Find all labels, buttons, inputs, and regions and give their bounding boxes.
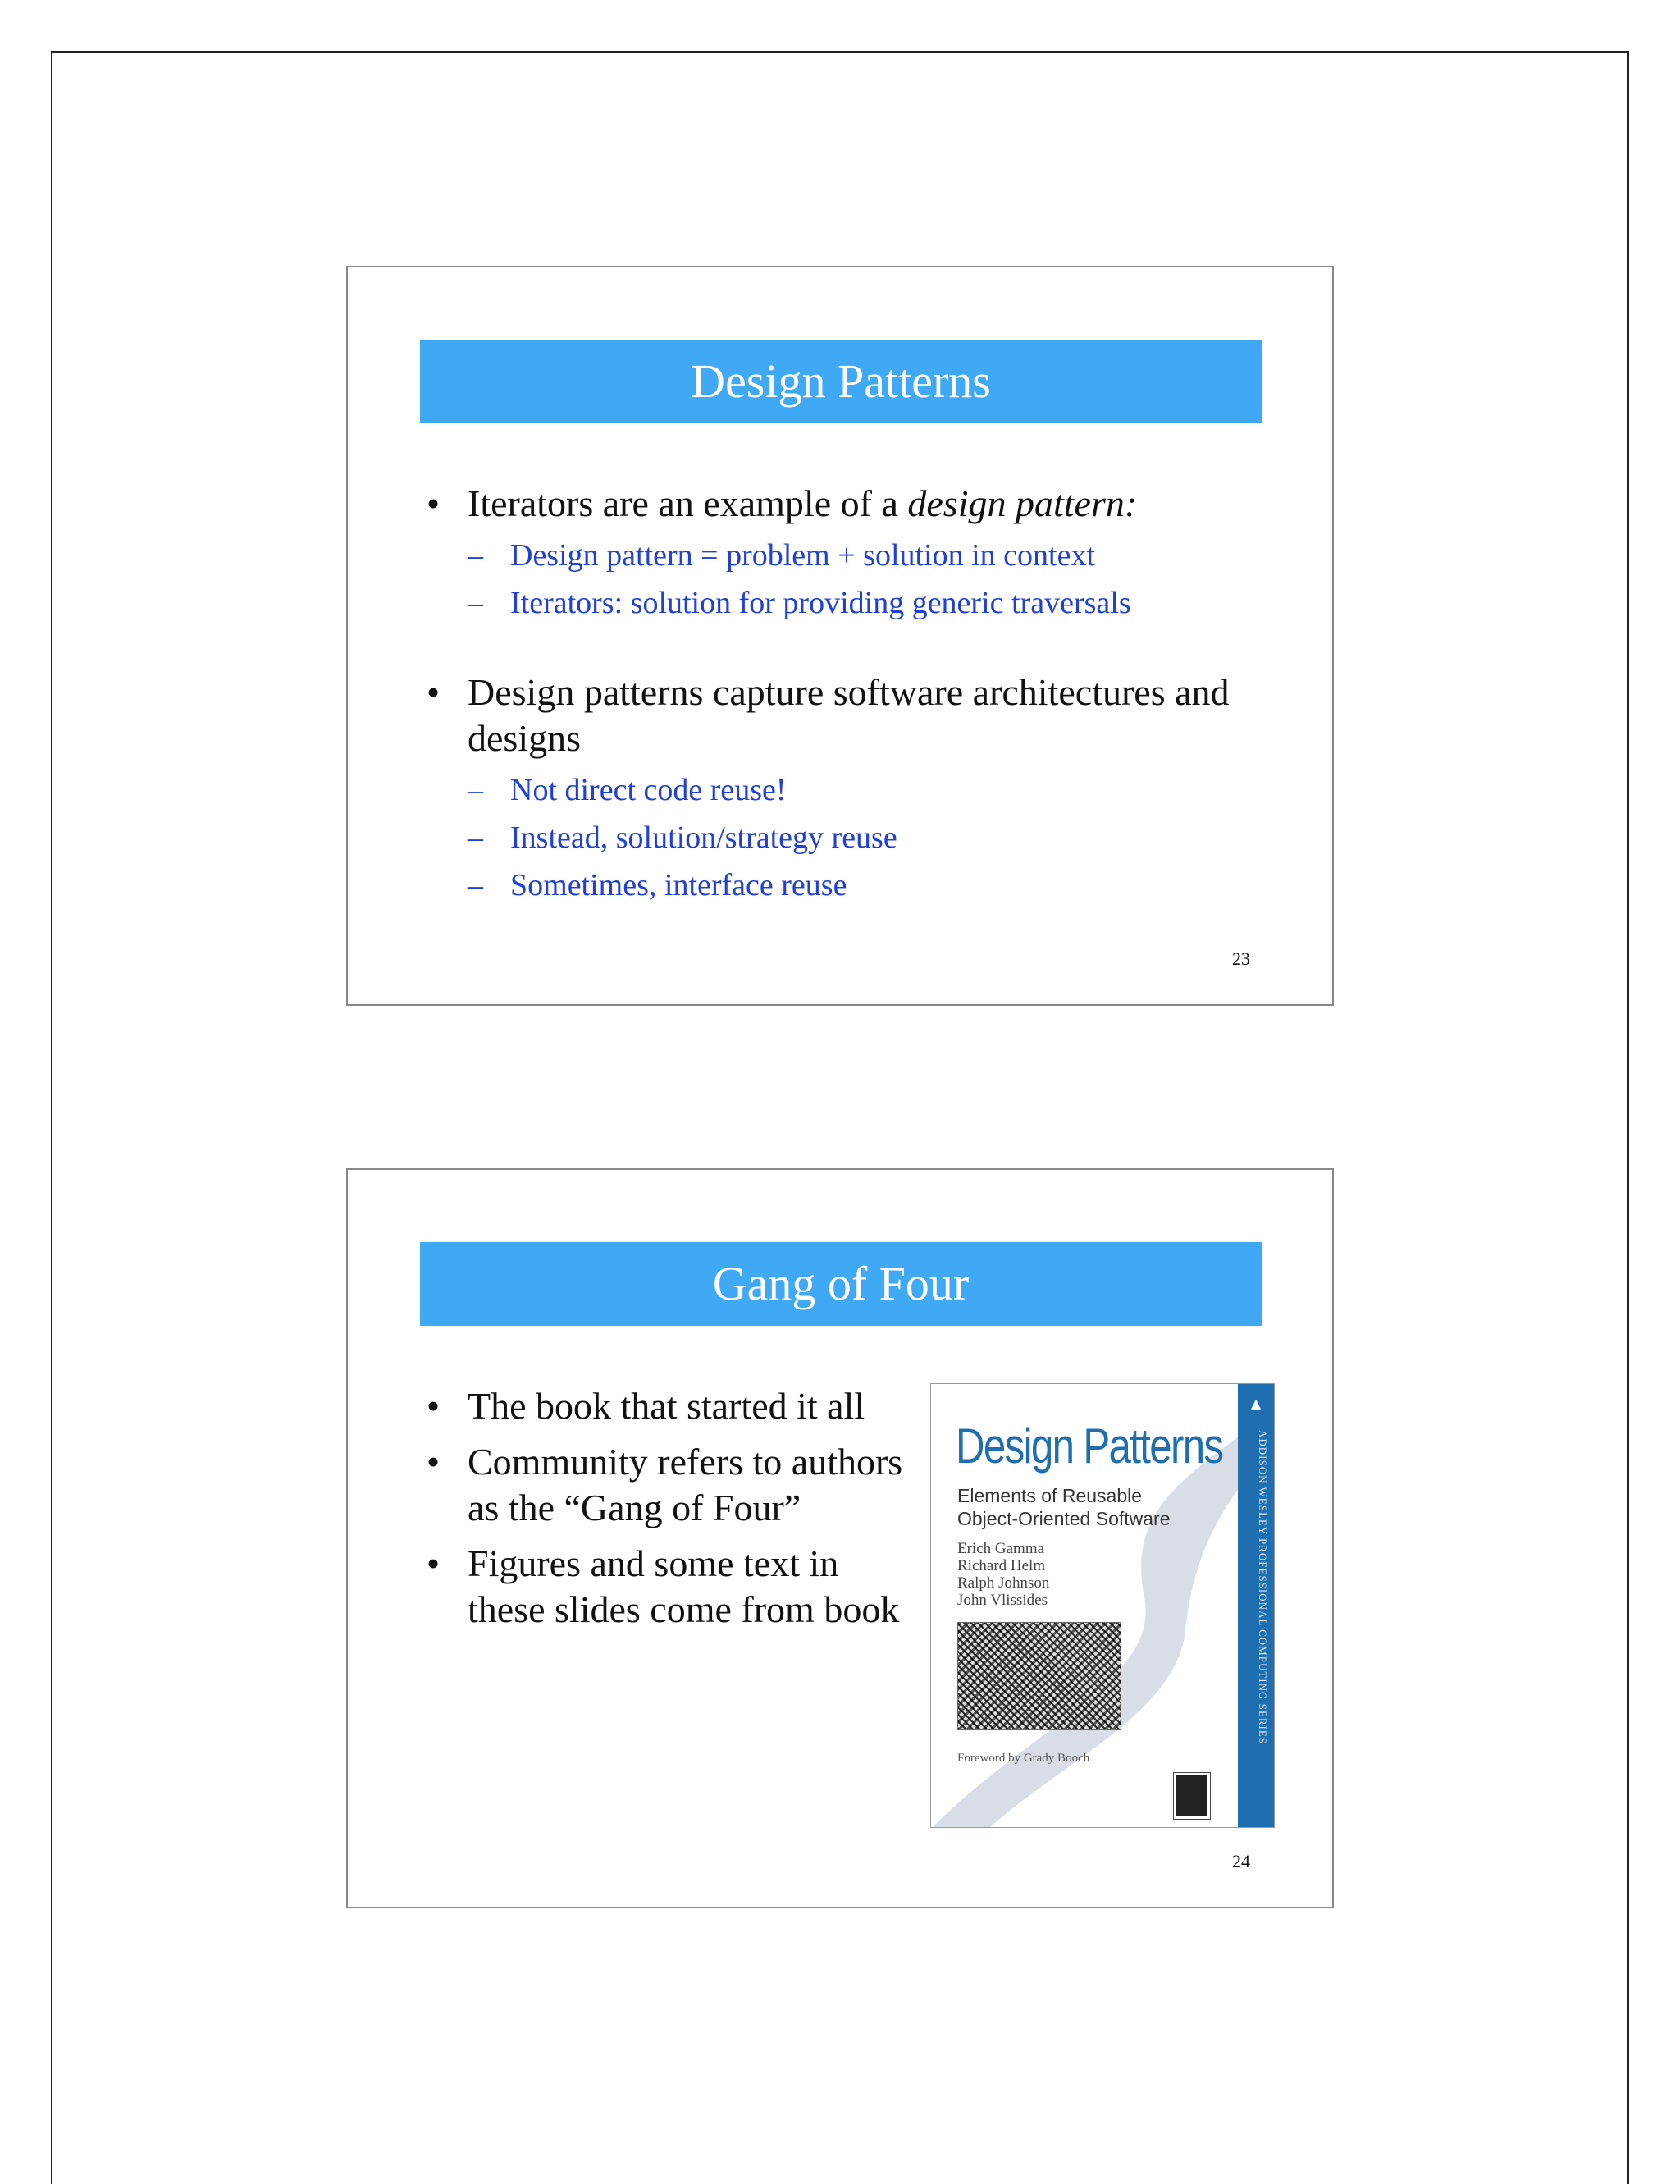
slide-title: Design Patterns	[420, 340, 1262, 423]
bullet-item: • Community refers to authors as the “Gang of Four”	[420, 1439, 912, 1531]
book-seal-icon	[1174, 1773, 1210, 1819]
book-spine-text: ADDISON WESLEY PROFESSIONAL COMPUTING SERIES	[1257, 1430, 1269, 1744]
book-cover-image	[930, 1383, 1275, 1828]
slide-body	[420, 1383, 912, 1633]
sub-bullet-item: – Design pattern = problem + solution in context	[468, 532, 1257, 579]
sub-bullet-item: – Not direct code reuse!	[468, 766, 1257, 814]
publisher-logo-icon: ▲	[1250, 1396, 1262, 1411]
slide-number: 24	[1232, 1851, 1250, 1871]
slide-title: Gang of Four	[420, 1242, 1262, 1326]
book-subtitle-line: Object-Oriented Software	[957, 1508, 1171, 1529]
book-author: Erich Gamma	[957, 1540, 1045, 1557]
book-author: Ralph Johnson	[957, 1574, 1050, 1592]
book-subtitle	[957, 1484, 1171, 1530]
bullet-text: Iterators are an example of a	[468, 482, 908, 524]
sub-bullet-list	[468, 766, 1257, 909]
bullet-list	[420, 481, 1257, 909]
slide-number: 23	[1232, 948, 1250, 969]
book-authors	[957, 1540, 1049, 1609]
sub-bullet-item: – Iterators: solution for providing generic traversals	[468, 579, 1257, 627]
book-cover-artwork	[957, 1622, 1121, 1730]
slide-body	[420, 481, 1257, 909]
bullet-text: Design patterns capture software architectures and designs	[468, 671, 1230, 759]
slide-24	[346, 1168, 1334, 1908]
book-spine	[1238, 1384, 1274, 1827]
bullet-item: • The book that started it all	[420, 1383, 912, 1429]
book-title: Design Patterns	[956, 1419, 1223, 1474]
book-subtitle-line: Elements of Reusable	[957, 1485, 1143, 1506]
bullet-text-italic: design pattern:	[907, 482, 1138, 524]
bullet-item: • Figures and some text in these slides come from book	[420, 1541, 912, 1633]
sub-bullet-list	[468, 532, 1257, 627]
bullet-item	[420, 669, 1257, 909]
sub-bullet-item: – Instead, solution/strategy reuse	[468, 814, 1257, 861]
book-author: John Vlissides	[957, 1592, 1048, 1609]
bullet-item	[420, 481, 1257, 627]
book-author: Richard Helm	[957, 1557, 1046, 1574]
bullet-list	[420, 1383, 912, 1633]
sub-bullet-item: – Sometimes, interface reuse	[468, 861, 1257, 909]
book-foreword: Foreword by Grady Booch	[957, 1752, 1090, 1765]
slide-23	[346, 266, 1334, 1006]
